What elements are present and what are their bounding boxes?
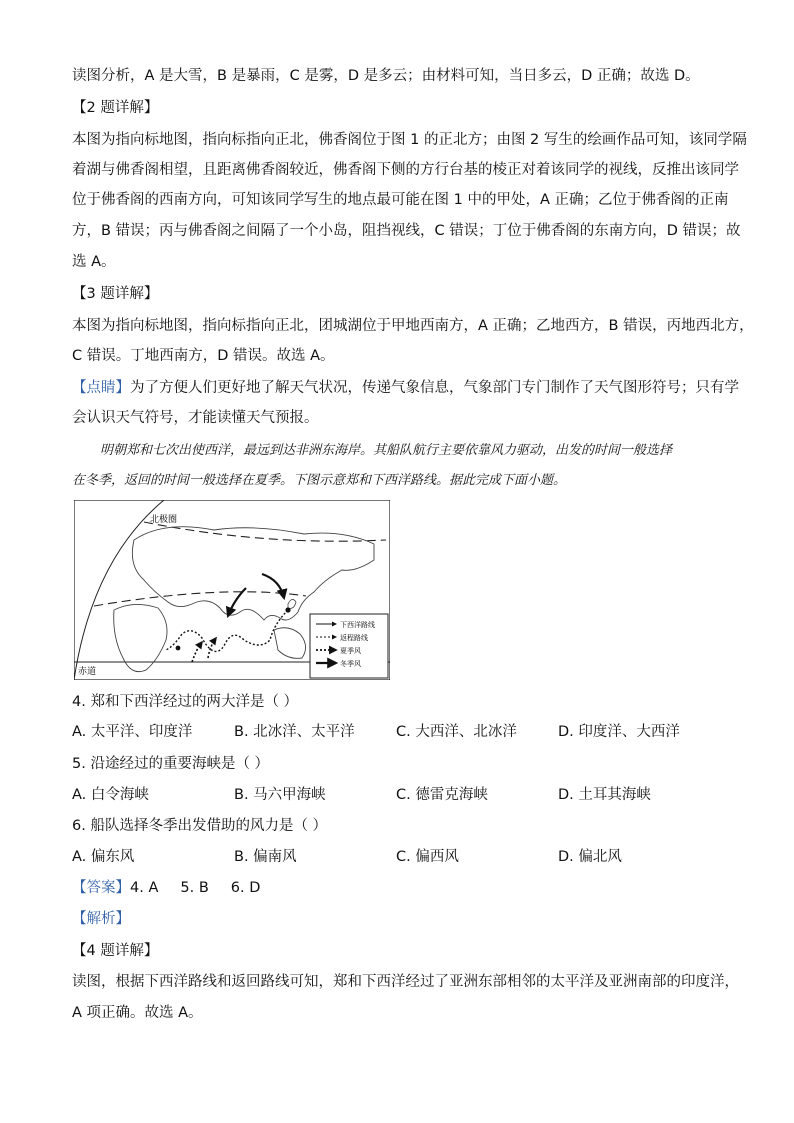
option-d: D. 土耳其海峡 — [558, 787, 651, 803]
tip-line — [72, 378, 739, 398]
q4-header: 【4 题详解】 — [72, 943, 159, 959]
q2-line: 本图为指向标地图，指向标指向正北，佛香阁位于图 1 的正北方；由图 2 写生的绘画作品可知，该同学隔 — [72, 132, 747, 148]
tip-label: 【点睛】 — [72, 380, 130, 396]
answer-item: 5. B — [180, 880, 209, 896]
q2-line: 着湖与佛香阁相望，且距离佛香阁较近，佛香阁下侧的方行台基的棱正对着该同学的视线，反推出该同学 — [72, 162, 739, 178]
q2-line: 位于佛香阁的西南方向，可知该同学写生的地点最可能在图 1 中的甲处，A 正确；乙位于佛香阁的正南 — [72, 192, 729, 208]
option-c: C. 德雷克海峡 — [396, 787, 488, 803]
option-b: B. 偏南风 — [234, 849, 297, 865]
q2-line: 选 A。 — [72, 254, 116, 270]
legend-return: 返程路线 — [340, 634, 368, 642]
q3-header: 【3 题详解】 — [72, 286, 159, 302]
q4-line: 读图，根据下西洋路线和返回路线可知，郑和下西洋经过了亚洲东部相邻的太平洋及亚洲南部的印度洋， — [72, 974, 739, 990]
option-a: A. 白令海峡 — [72, 787, 149, 803]
question-4-stem: 4. 郑和下西洋经过的两大洋是（ ） — [72, 694, 299, 710]
analysis-label: 【解析】 — [72, 911, 130, 927]
option-b: B. 马六甲海峡 — [234, 787, 326, 803]
option-d: D. 偏北风 — [558, 849, 622, 865]
equator-label: 赤道 — [78, 667, 97, 677]
option-c: C. 偏西风 — [396, 849, 459, 865]
q2-header: 【2 题详解】 — [72, 100, 159, 116]
option-a: A. 太平洋、印度洋 — [72, 724, 193, 740]
q4-line: A 项正确。故选 A。 — [72, 1005, 203, 1021]
paragraph-q1-analysis: 读图分析，A 是大雪，B 是暴雨，C 是雾，D 是多云；由材料可知，当日多云，D 正确；故选 D。 — [72, 68, 700, 84]
legend-winter-monsoon: 冬季风 — [340, 660, 361, 668]
option-c: C. 大西洋、北冰洋 — [396, 724, 517, 740]
legend-summer-monsoon: 夏季风 — [340, 647, 361, 655]
story-line: 明朝郑和七次出使西洋，最远到达非洲东海岸。其船队航行主要依靠风力驱动，出发的时间一般选择 — [100, 443, 673, 458]
answer-item: 4. A — [130, 880, 159, 896]
q3-line: 本图为指向标地图，指向标指向正北，团城湖位于甲地西南方，A 正确；乙地西方，B 错误，丙地西北方， — [72, 318, 754, 334]
zheng-he-route-map — [74, 500, 390, 680]
tip-line: 会认识天气符号，才能读懂天气预报。 — [72, 410, 319, 426]
question-6-options — [72, 847, 722, 867]
answer-label: 【答案】 — [72, 880, 130, 896]
tip-text: 为了方便人们更好地了解天气状况，传递气象信息，气象部门专门制作了天气图形符号；只有学 — [130, 380, 739, 396]
question-4-options — [72, 722, 722, 742]
answer-line — [72, 878, 282, 898]
legend-voyage: 下西洋路线 — [340, 621, 375, 629]
answer-item: 6. D — [230, 880, 261, 896]
option-d: D. 印度洋、大西洋 — [558, 724, 680, 740]
question-5-stem: 5. 沿途经过的重要海峡是（ ） — [72, 756, 270, 772]
q2-line: 方，B 错误；丙与佛香阁之间隔了一个小岛，阻挡视线，C 错误；丁位于佛香阁的东南方向，D 错误；故 — [72, 223, 741, 239]
arctic-circle-label: 北极圈 — [150, 515, 178, 525]
question-6-stem: 6. 船队选择冬季出发借助的风力是（ ） — [72, 818, 328, 834]
story-line: 在冬季，返回的时间一般选择在夏季。下图示意郑和下西洋路线。据此完成下面小题。 — [72, 473, 567, 488]
question-5-options — [72, 785, 722, 805]
option-a: A. 偏东风 — [72, 849, 135, 865]
option-b: B. 北冰洋、太平洋 — [234, 724, 355, 740]
q3-line: C 错误。丁地西南方，D 错误。故选 A。 — [72, 348, 335, 364]
